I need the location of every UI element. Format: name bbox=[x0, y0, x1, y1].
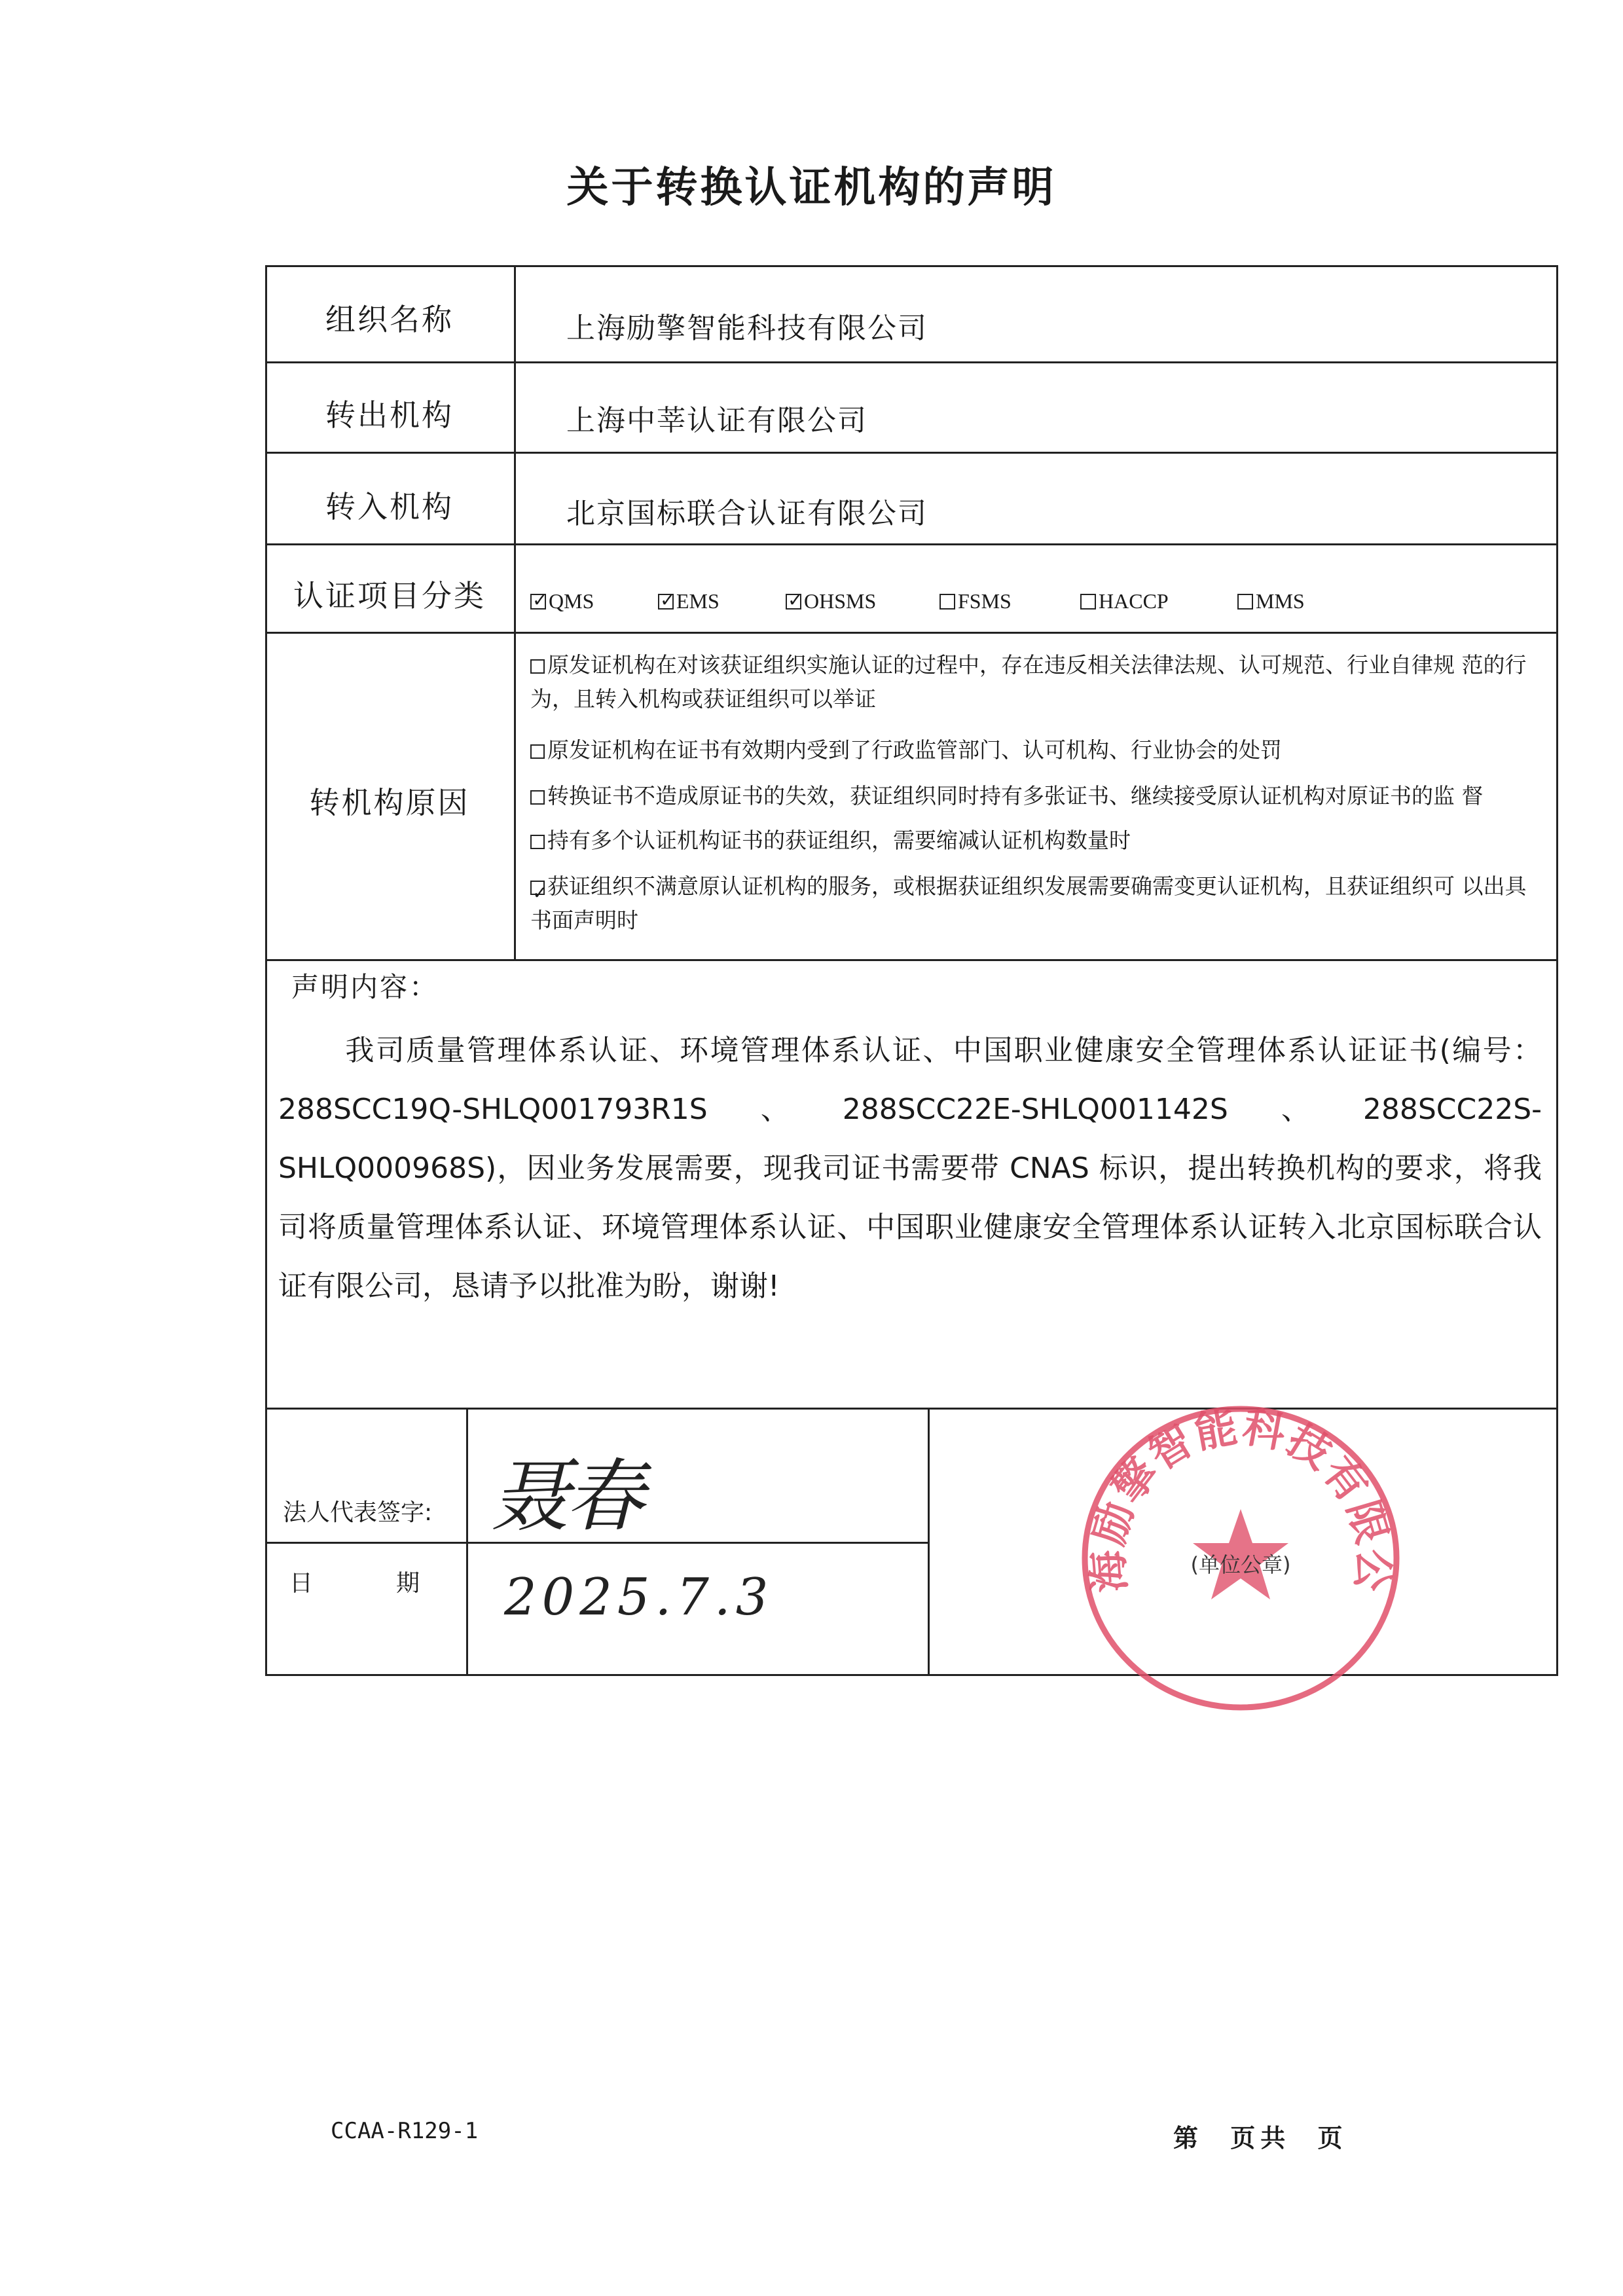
seal-center-text: (单位公章) bbox=[1190, 1552, 1291, 1577]
reasons-label: 转机构原因 bbox=[309, 785, 470, 820]
out-body-label: 转出机构 bbox=[325, 397, 454, 433]
checkbox-checked-icon[interactable] bbox=[530, 881, 545, 895]
category-ohsms[interactable]: ✓ OHSMS bbox=[786, 589, 876, 613]
category-label: 认证项目分类 bbox=[293, 578, 486, 613]
seal-ring-text: 海励擎智能科技有限公 bbox=[1084, 1402, 1398, 1594]
signature-name: 聂春 bbox=[491, 1451, 640, 1542]
category-ems[interactable]: ✓ EMS bbox=[658, 589, 720, 613]
reason-item[interactable]: 持有多个认证机构证书的获证组织，需要缩减认证机构数量时 bbox=[530, 824, 1539, 858]
checkbox-icon[interactable] bbox=[530, 659, 545, 674]
org-name-value: 上海励擎智能科技有限公司 bbox=[566, 312, 928, 345]
page-title: 关于转换认证机构的声明 bbox=[566, 164, 1057, 212]
category-mms[interactable]: MMS bbox=[1237, 589, 1305, 613]
reason-item[interactable]: ✓获证组织不满意原认证机构的服务，或根据获证组织发展需要确需变更认证机构，且获证组织可 以出具书面声明时 bbox=[530, 869, 1539, 938]
checkbox-icon[interactable] bbox=[530, 835, 545, 849]
date-label-2: 期 bbox=[396, 1570, 420, 1597]
declaration-body: 我司质量管理体系认证、环境管理体系认证、中国职业健康安全管理体系认证证书(编号：288SCC19Q-SHLQ001793R1S、288SCC22E-SHLQ001142S、288SCC22S-SHLQ000968S)，因业务发展需要，现我司证书需要带 CNAS 标识，提出转换机构的要求，将我司将质量管理体系认证、环境管理体系认证、中国职业健康安全管理体系认证转入北京国标联合认证有限公司，恳请予以批准为盼，谢谢! bbox=[278, 1034, 1542, 1303]
checkbox-checked-icon[interactable] bbox=[658, 594, 674, 610]
in-body-label: 转入机构 bbox=[325, 489, 454, 524]
date-handwritten: 2025.7.3 bbox=[504, 1568, 774, 1627]
org-name-label: 组织名称 bbox=[325, 302, 454, 337]
checkbox-checked-icon[interactable] bbox=[786, 594, 801, 610]
checkbox-icon[interactable] bbox=[530, 744, 545, 759]
checkbox-icon[interactable] bbox=[1080, 594, 1096, 610]
reason-item[interactable]: 原发证机构在证书有效期内受到了行政监管部门、认可机构、行业协会的处罚 bbox=[530, 733, 1539, 767]
checkbox-icon[interactable] bbox=[1237, 594, 1253, 610]
in-body-value: 北京国标联合认证有限公司 bbox=[566, 497, 928, 530]
company-seal bbox=[1064, 1398, 1417, 1719]
out-body-value: 上海中莘认证有限公司 bbox=[566, 404, 867, 437]
form-code: CCAA-R129-1 bbox=[331, 2118, 479, 2144]
reason-item[interactable]: 原发证机构在对该获证组织实施认证的过程中，存在违反相关法律法规、认可规范、行业自律规 范的行为，且转入机构或获证组织可以举证 bbox=[530, 652, 1527, 712]
category-fsms[interactable]: FSMS bbox=[939, 589, 1012, 613]
category-qms[interactable]: ✓ QMS bbox=[530, 589, 594, 613]
reason-item[interactable]: 转换证书不造成原证书的失效，获证组织同时持有多张证书、继续接受原认证机构对原证书的监 督 bbox=[530, 779, 1539, 813]
declaration-label: 声明内容： bbox=[291, 971, 439, 1003]
signature-label: 法人代表签字: bbox=[283, 1499, 433, 1526]
checkbox-icon[interactable] bbox=[939, 594, 955, 610]
checkbox-checked-icon[interactable] bbox=[530, 594, 546, 610]
date-label-1: 日 bbox=[289, 1570, 314, 1597]
page-number: 第 页共 页 bbox=[1173, 2124, 1348, 2153]
checkbox-icon[interactable] bbox=[530, 790, 545, 805]
category-haccp[interactable]: HACCP bbox=[1080, 589, 1169, 613]
